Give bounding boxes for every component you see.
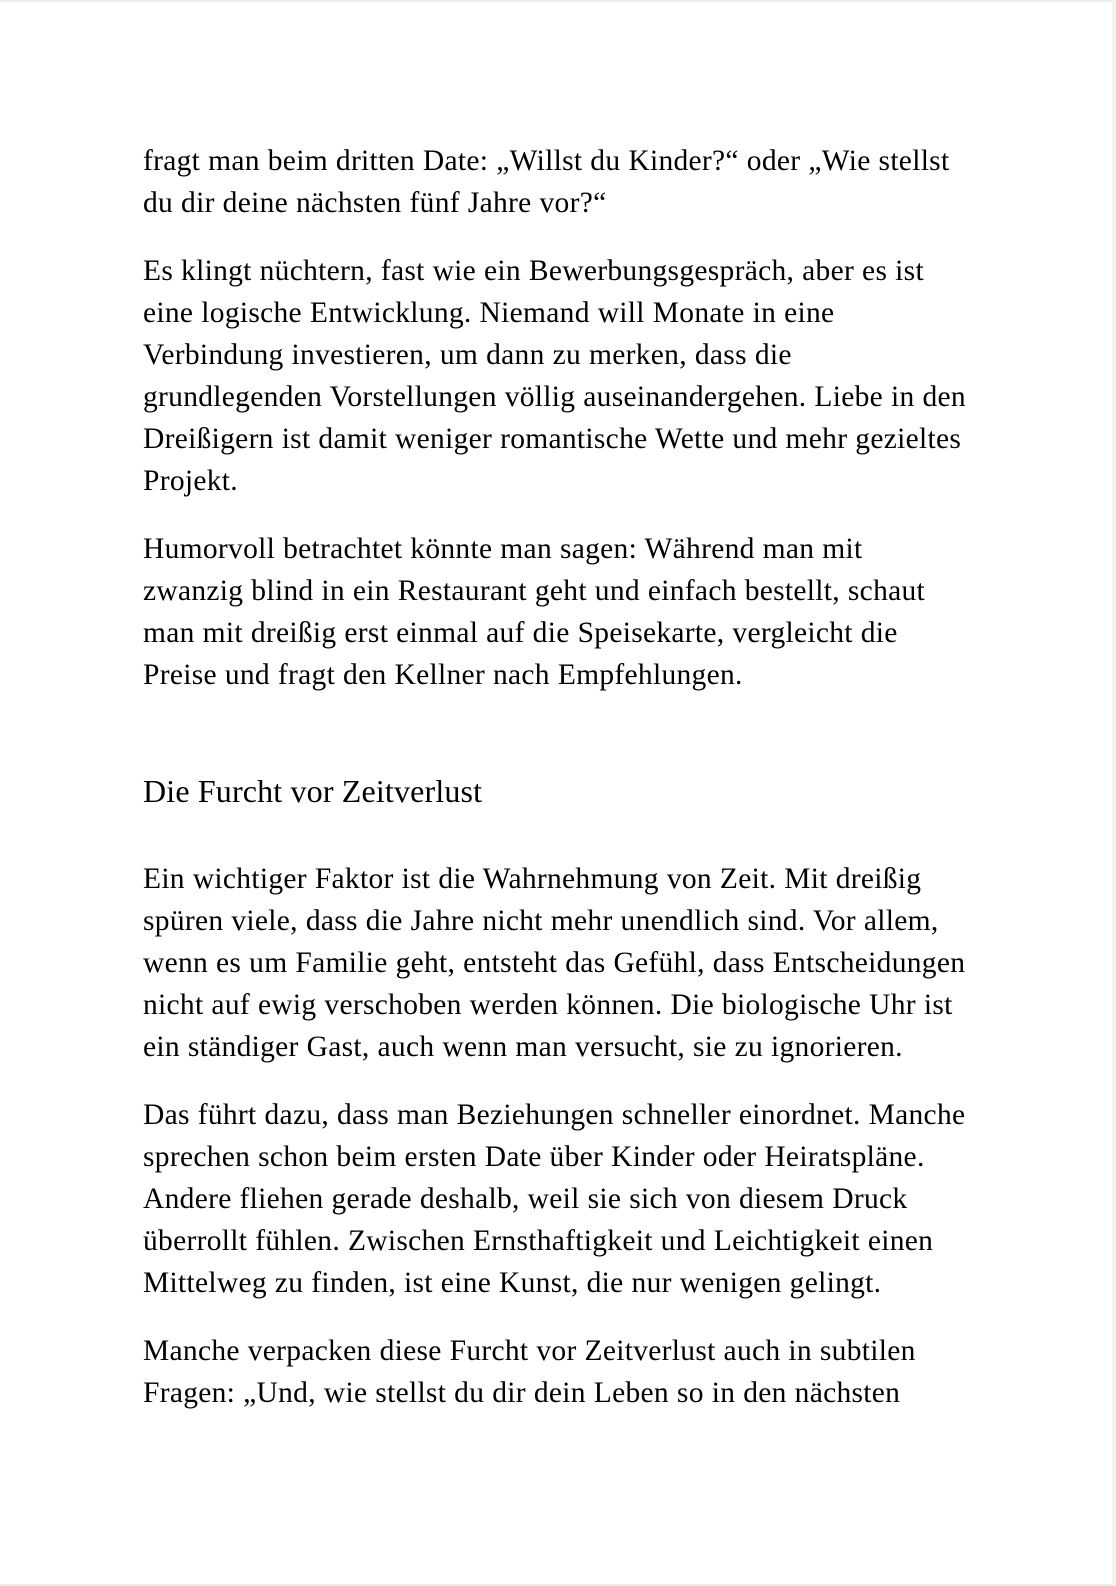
paragraph-4: Ein wichtiger Faktor ist die Wahrnehmung von Zeit. Mit dreißig spüren viele, dass die Jahre nicht mehr unendlich sind. Vor allem, wenn es um Familie geht, entsteht das Gefühl, dass Entscheidungen nicht auf ewig verschoben werden können. Die biologische Uhr ist ein ständiger Gast, auch wenn man versucht, sie zu ignorieren. (143, 863, 966, 1063)
section-heading-die-furcht-vor-zeitverlust: Die Furcht vor Zeitverlust (143, 773, 483, 809)
paragraph-6: Manche verpacken diese Furcht vor Zeitverlust auch in subtilen Fragen: „Und, wie stellst du dir dein Leben so in den nächsten (143, 1335, 916, 1409)
paragraph-3: Humorvoll betrachtet könnte man sagen: Während man mit zwanzig blind in ein Restaurant geht und einfach bestellt, schaut man mit dreißig erst einmal auf die Speisekarte, vergleicht die Preise und fragt den Kellner nach Empfehlungen. (143, 533, 926, 691)
document-text-body (143, 140, 968, 1414)
section-heading-wrapper (143, 770, 968, 812)
paragraph-5: Das führt dazu, dass man Beziehungen schneller einordnet. Manche sprechen schon beim ersten Date über Kinder oder Heiratspläne. Andere fliehen gerade deshalb, weil sie sich von diesem Druck überrollt fühlen. Zwischen Ernsthaftigkeit und Leichtigkeit einen Mittelweg zu finden, ist eine Kunst, die nur wenigen gelingt. (143, 1099, 966, 1299)
paragraph-1: fragt man beim dritten Date: „Willst du Kinder?“ oder „Wie stellst du dir deine nächsten fünf Jahre vor?“ (143, 145, 950, 219)
paragraph-2: Es klingt nüchtern, fast wie ein Bewerbungsgespräch, aber es ist eine logische Entwicklung. Niemand will Monate in eine Verbindung investieren, um dann zu merken, dass die grundlegenden Vorstellungen völlig auseinandergehen. Liebe in den Dreißigern ist damit weniger romantische Wette und mehr gezieltes Projekt. (143, 255, 966, 497)
